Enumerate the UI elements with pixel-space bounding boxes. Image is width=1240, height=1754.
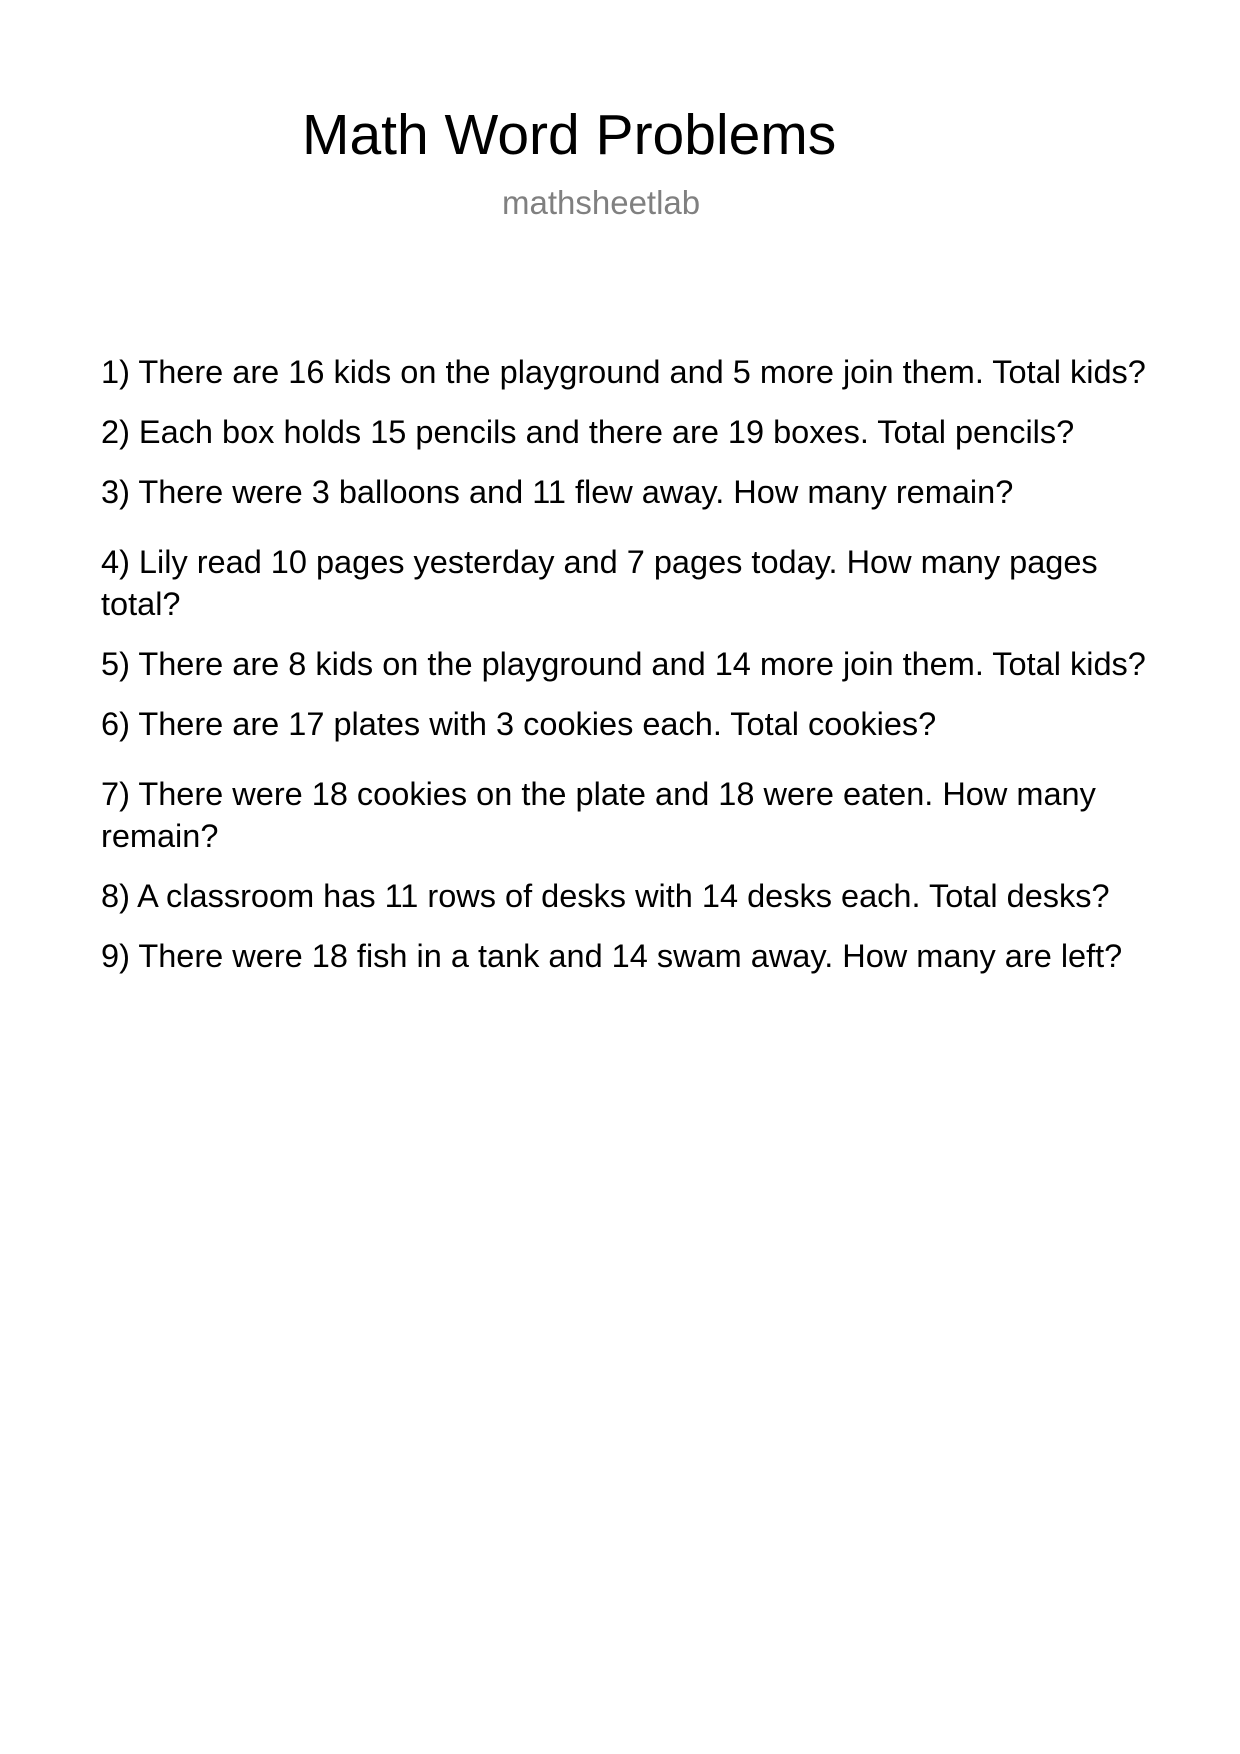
problem-item: 8) A classroom has 11 rows of desks with 14 desks each. Total desks? — [101, 878, 1110, 914]
problem-list — [101, 351, 1151, 995]
problem-item: 9) There were 18 fish in a tank and 14 swam away. How many are left? — [101, 938, 1123, 974]
problem-item: 2) Each box holds 15 pencils and there are 19 boxes. Total pencils? — [101, 414, 1075, 450]
page-subtitle: mathsheetlab — [502, 184, 701, 221]
problem-item: 4) Lily read 10 pages yesterday and 7 pages today. How many pages total? — [101, 544, 1098, 622]
problem-item: 7) There were 18 cookies on the plate and 18 were eaten. How many remain? — [101, 776, 1096, 854]
problem-item: 6) There are 17 plates with 3 cookies each. Total cookies? — [101, 706, 937, 742]
problem-item: 5) There are 8 kids on the playground and 14 more join them. Total kids? — [101, 646, 1146, 682]
problem-item: 1) There are 16 kids on the playground and 5 more join them. Total kids? — [101, 354, 1146, 390]
problem-item: 3) There were 3 balloons and 11 flew away. How many remain? — [101, 474, 1014, 510]
page-title: Math Word Problems — [302, 103, 837, 167]
